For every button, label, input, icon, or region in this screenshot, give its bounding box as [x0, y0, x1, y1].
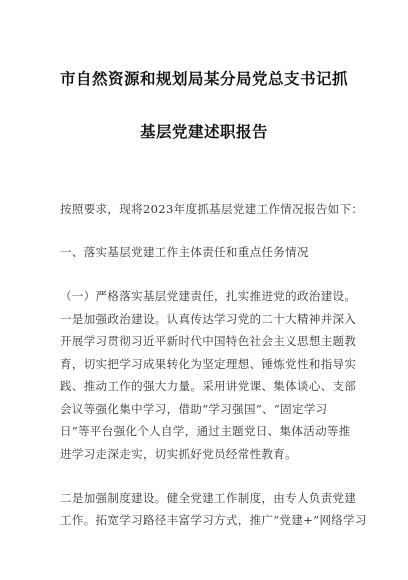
paragraph-line: 践、推动工作的强大力量。采用讲党课、集体谈心、支部: [60, 379, 357, 393]
paragraph-line: 日”等平台强化个人自学，通过主题党日、集体活动等推: [60, 424, 351, 438]
paragraph-line: 育，切实把学习成果转化为坚定理想、锤炼党性和指导实: [60, 357, 357, 371]
paragraph-line: 工作。拓宽学习路径丰富学习方式，推广“党建+”网络学习: [60, 513, 367, 527]
paragraph-line: 进学习走深走实，切实抓好党员经常性教育。: [60, 447, 297, 461]
section-heading: 一、落实基层党建工作主体责任和重点任务情况: [60, 245, 309, 259]
paragraph-line: 一是加强政治建设。认真传达学习党的二十大精神并深入: [60, 312, 357, 326]
paragraph-line: 开展学习贯彻习近平新时代中国特色社会主义思想主题教: [60, 334, 357, 348]
document-title-line-2: 基层党建述职报告: [139, 123, 268, 141]
paragraph-line: 会议等强化集中学习，借助“学习强国”、“固定学习: [60, 402, 328, 416]
paragraph-line: 二是加强制度建设。健全党建工作制度，由专人负责党建: [60, 491, 357, 505]
document-title-line-1: 市自然资源和规划局某分局党总支书记抓: [59, 70, 348, 88]
intro-paragraph: 按照要求，现将2023年度抓基层党建工作情况报告如下：: [60, 202, 364, 216]
paragraph-line: （一）严格落实基层党建责任，扎实推进党的政治建设。: [60, 289, 357, 303]
